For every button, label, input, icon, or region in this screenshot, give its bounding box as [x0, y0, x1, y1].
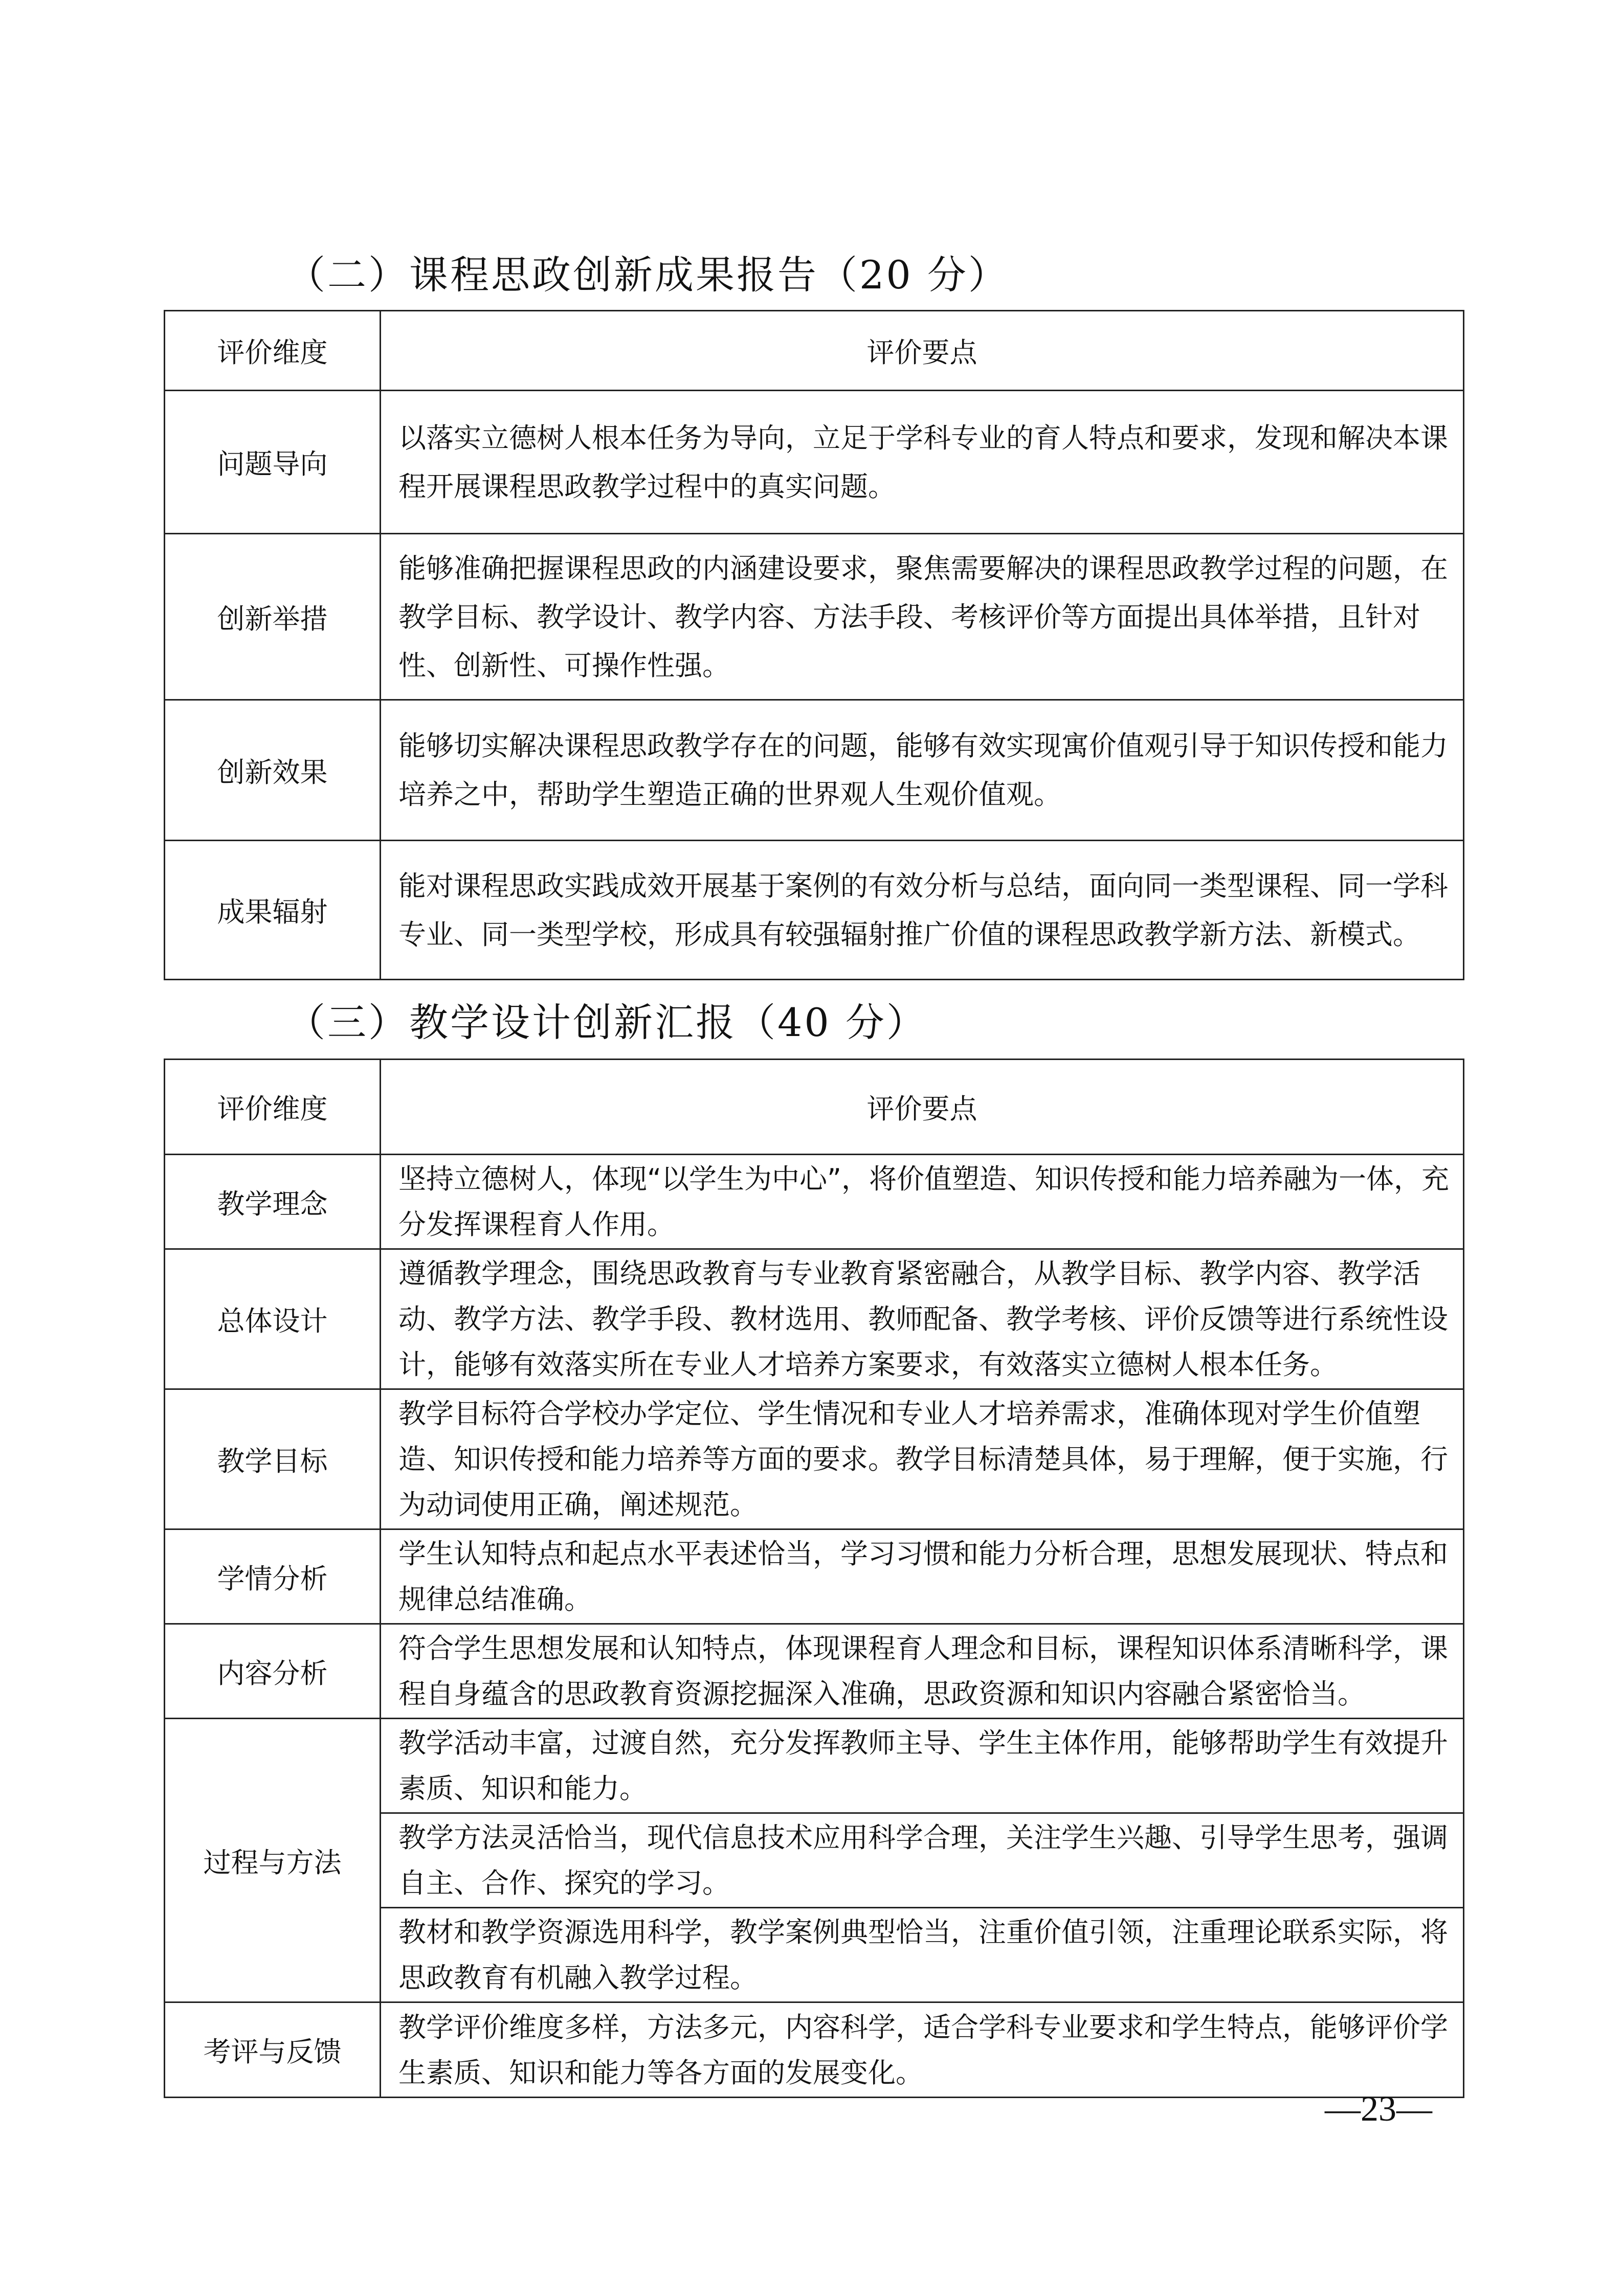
table-row: [165, 391, 1464, 534]
header-dimension: 评价维度: [165, 311, 381, 391]
criteria-cell: 教学活动丰富，过渡自然，充分发挥教师主导、学生主体作用，能够帮助学生有效提升素质、知识和能力。: [381, 1719, 1464, 1813]
rubric-table-section-2: [164, 310, 1464, 980]
dimension-cell: 创新举措: [165, 534, 381, 700]
dimension-cell: 考评与反馈: [165, 2002, 381, 2098]
dimension-cell: 问题导向: [165, 391, 381, 534]
table-row: [165, 1389, 1464, 1529]
criteria-cell: 能够准确把握课程思政的内涵建设要求，聚焦需要解决的课程思政教学过程的问题，在教学目标、教学设计、教学内容、方法手段、考核评价等方面提出具体举措，且针对性、创新性、可操作性强。: [381, 534, 1464, 700]
dimension-cell: 总体设计: [165, 1249, 381, 1389]
table-row: [165, 1529, 1464, 1624]
criteria-cell: 坚持立德树人，体现“以学生为中心”，将价值塑造、知识传授和能力培养融为一体，充分发挥课程育人作用。: [381, 1155, 1464, 1249]
table-row: [165, 841, 1464, 980]
dimension-cell: 教学目标: [165, 1389, 381, 1529]
criteria-cell: 能够切实解决课程思政教学存在的问题，能够有效实现寓价值观引导于知识传授和能力培养之中，帮助学生塑造正确的世界观人生观价值观。: [381, 700, 1464, 841]
table-row: [165, 2002, 1464, 2098]
dimension-cell: 创新效果: [165, 700, 381, 841]
criteria-cell: 能对课程思政实践成效开展基于案例的有效分析与总结，面向同一类型课程、同一学科专业、同一类型学校，形成具有较强辐射推广价值的课程思政教学新方法、新模式。: [381, 841, 1464, 980]
dimension-cell: 内容分析: [165, 1624, 381, 1719]
criteria-cell: 教学评价维度多样，方法多元，内容科学，适合学科专业要求和学生特点，能够评价学生素质、知识和能力等各方面的发展变化。: [381, 2002, 1464, 2098]
table-header-row: [165, 1060, 1464, 1155]
header-points: 评价要点: [381, 1060, 1464, 1155]
section-heading-2: （二）课程思政创新成果报告（20 分）: [286, 252, 1009, 298]
dimension-cell: 学情分析: [165, 1529, 381, 1624]
table-header-row: [165, 311, 1464, 391]
criteria-cell: 教学目标符合学校办学定位、学生情况和专业人才培养需求，准确体现对学生价值塑造、知识传授和能力培养等方面的要求。教学目标清楚具体，易于理解，便于实施，行为动词使用正确，阐述规范。: [381, 1389, 1464, 1529]
criteria-cell: 遵循教学理念，围绕思政教育与专业教育紧密融合，从教学目标、教学内容、教学活动、教学方法、教学手段、教材选用、教师配备、教学考核、评价反馈等进行系统性设计，能够有效落实所在专业人才培养方案要求，有效落实立德树人根本任务。: [381, 1249, 1464, 1389]
table-row: [165, 1719, 1464, 1813]
criteria-cell: 以落实立德树人根本任务为导向，立足于学科专业的育人特点和要求，发现和解决本课程开展课程思政教学过程中的真实问题。: [381, 391, 1464, 534]
header-dimension: 评价维度: [165, 1060, 381, 1155]
rubric-table-section-3: [164, 1059, 1464, 2098]
page-number: —23—: [1325, 2089, 1432, 2129]
criteria-cell: 教学方法灵活恰当，现代信息技术应用科学合理，关注学生兴趣、引导学生思考，强调自主、合作、探究的学习。: [381, 1813, 1464, 1908]
table-row: [165, 1155, 1464, 1249]
table-row: [165, 534, 1464, 700]
header-points: 评价要点: [381, 311, 1464, 391]
criteria-cell: 符合学生思想发展和认知特点，体现课程育人理念和目标，课程知识体系清晰科学，课程自身蕴含的思政教育资源挖掘深入准确，思政资源和知识内容融合紧密恰当。: [381, 1624, 1464, 1719]
section-heading-3: （三）教学设计创新汇报（40 分）: [286, 1000, 927, 1045]
table-row: [165, 1624, 1464, 1719]
criteria-cell: 教材和教学资源选用科学，教学案例典型恰当，注重价值引领，注重理论联系实际，将思政教育有机融入教学过程。: [381, 1908, 1464, 2002]
dimension-cell: 过程与方法: [165, 1719, 381, 2002]
dimension-cell: 成果辐射: [165, 841, 381, 980]
criteria-cell: 学生认知特点和起点水平表述恰当，学习习惯和能力分析合理，思想发展现状、特点和规律总结准确。: [381, 1529, 1464, 1624]
table-row: [165, 700, 1464, 841]
dimension-cell: 教学理念: [165, 1155, 381, 1249]
table-row: [165, 1249, 1464, 1389]
